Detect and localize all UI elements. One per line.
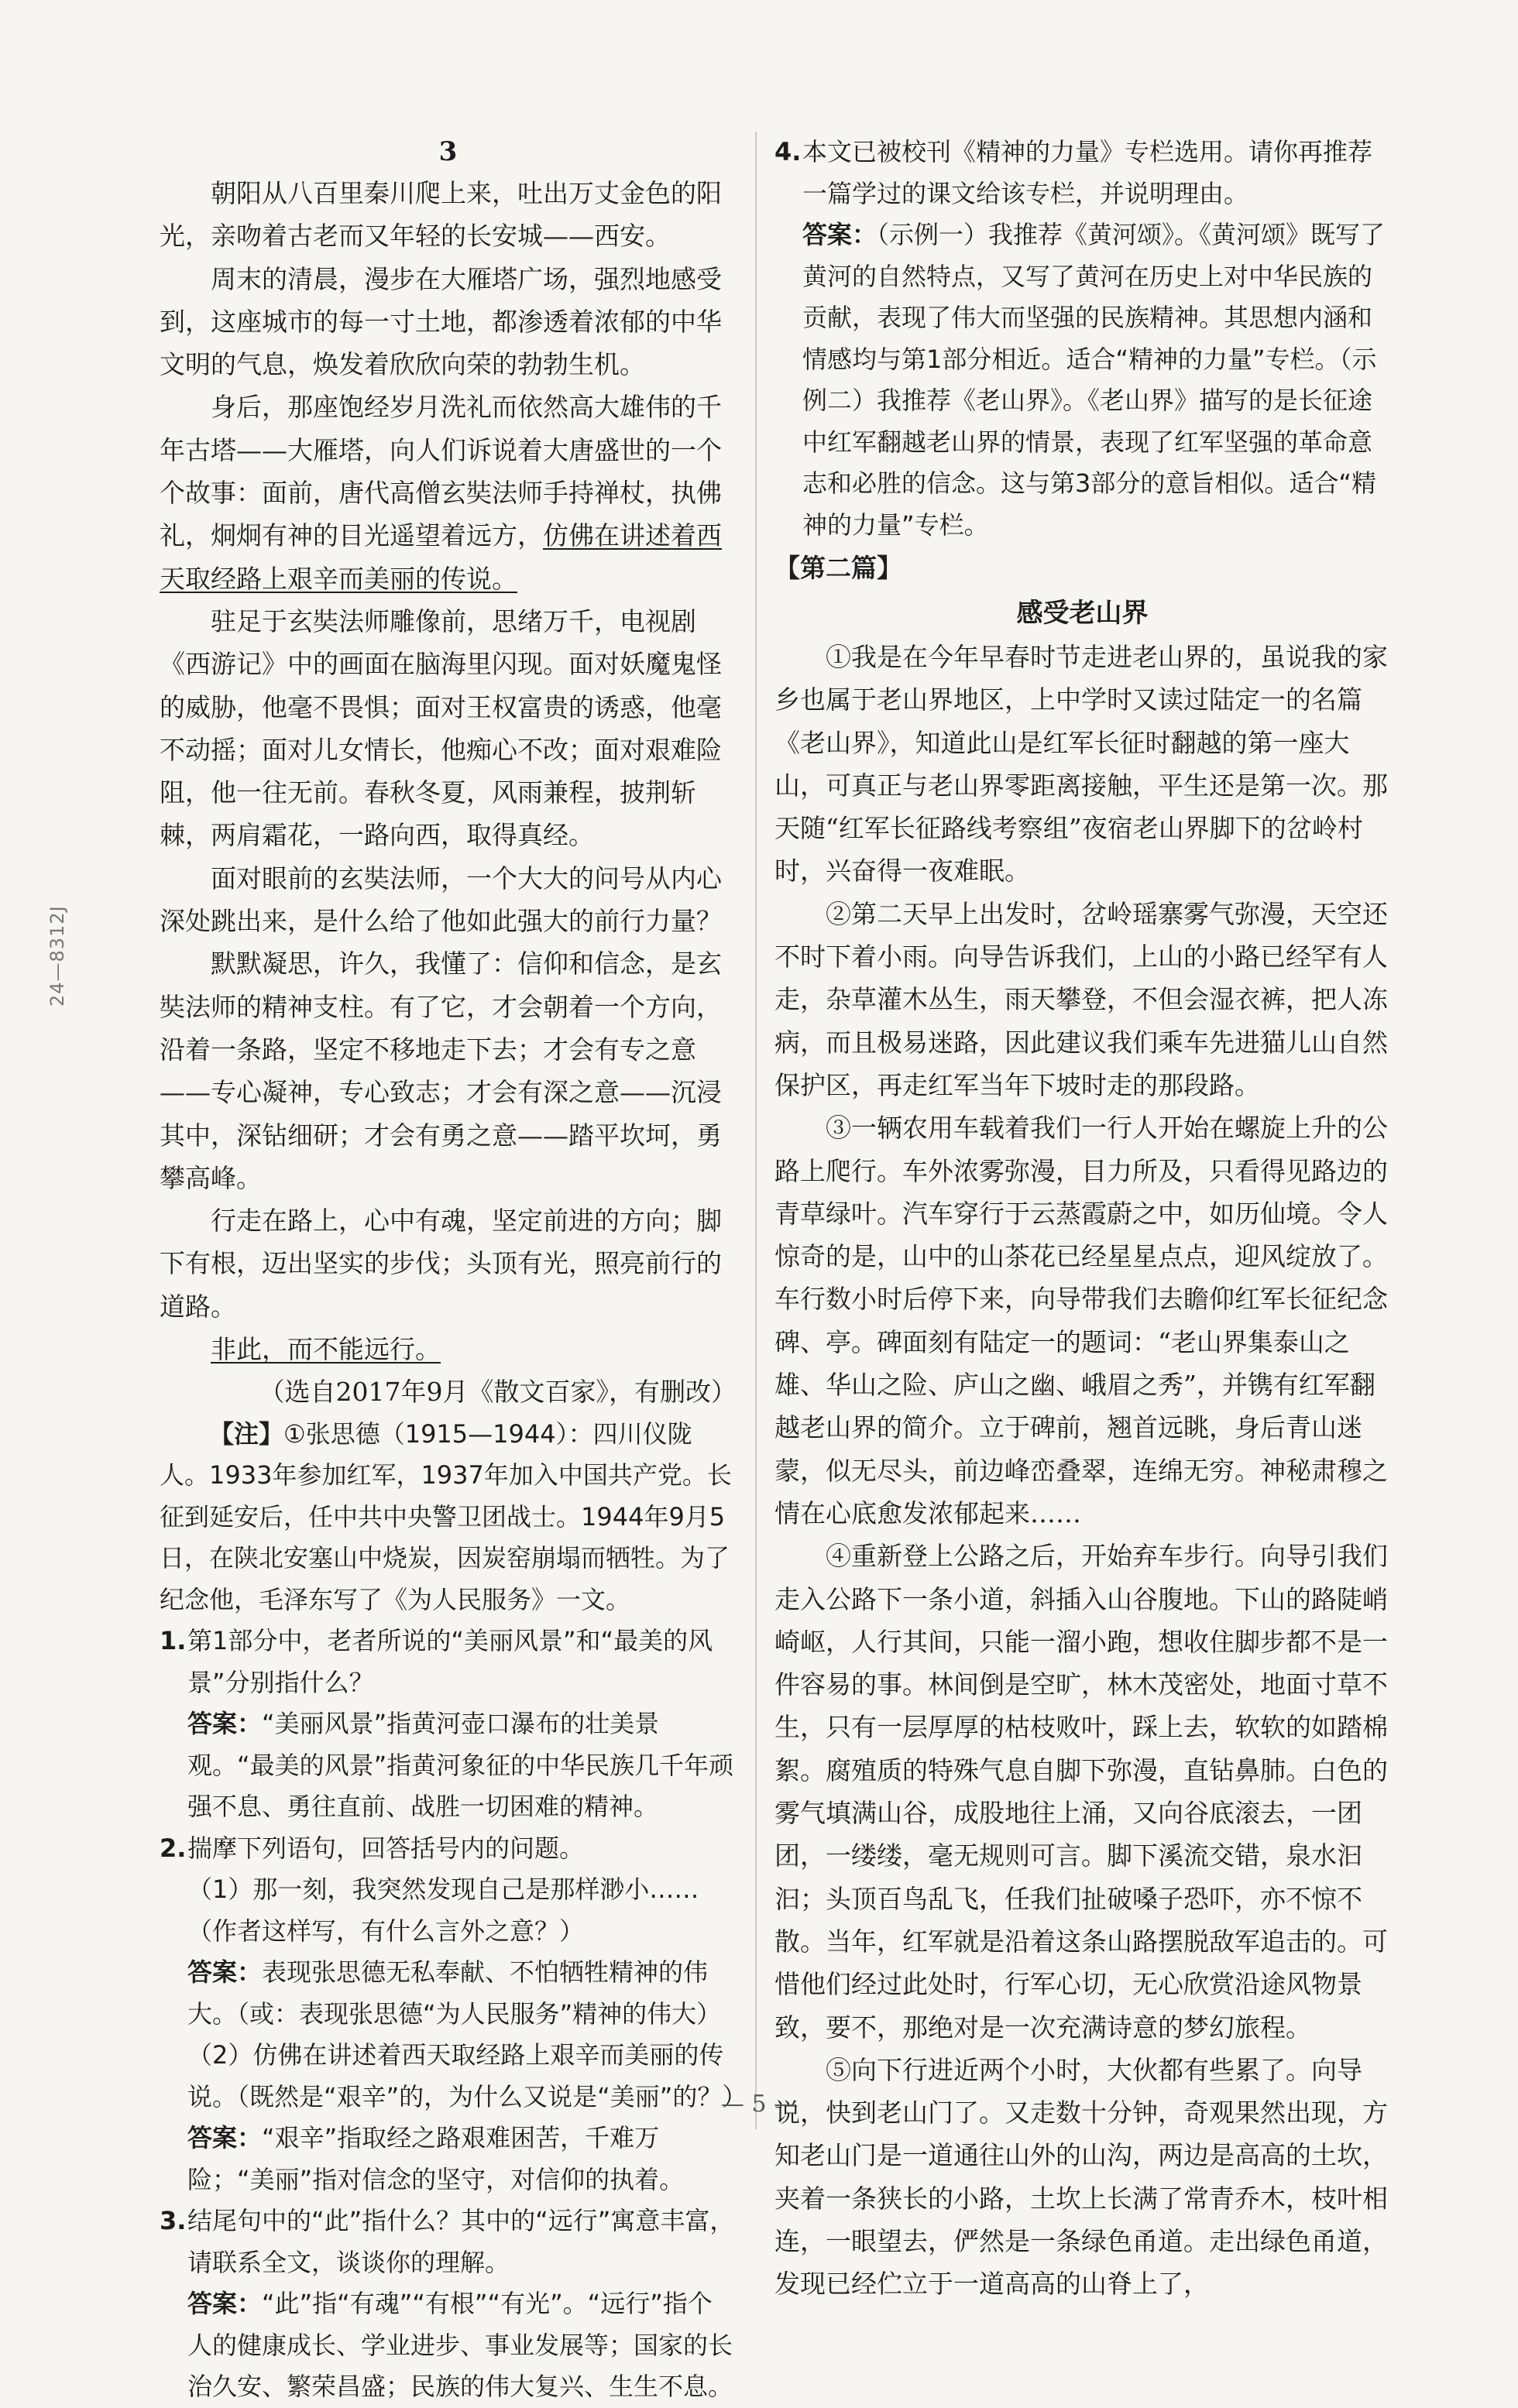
paragraph: 行走在路上，心中有魂，坚定前进的方向；脚下有根，迈出坚实的步伐；头顶有光，照亮前行的道路。	[160, 1206, 722, 1322]
question-number: 1.	[160, 1626, 187, 1656]
question-3	[160, 2200, 737, 2408]
answer-text: “艰辛”指取经之路艰难困苦，千难万险；“美丽”指对信念的坚守，对信仰的执着。	[187, 2123, 685, 2194]
note-text: ①张思德（1915—1944）：四川仪陇人。1933年参加红军，1937年加入中国共产党。长征到延安后，任中共中央警卫团战士。1944年9月5日，在陕北安塞山中烧炭，因炭窑崩塌而牺牲。为了纪念他，毛泽东写了《为人民服务》一文。	[160, 1418, 732, 1614]
answer-text: 表现张思德无私奉献、不怕牺牲精神的伟大。（或：表现张思德“为人民服务”精神的伟大）	[187, 1957, 722, 2029]
paragraph-text: 身后，那座饱经岁月洗礼而依然高大雄伟的千年古塔——大雁塔，向人们诉说着大唐盛世的一个个故事：面前，唐代高僧玄奘法师手持禅杖，执佛礼，炯炯有神的目光遥望着远方，	[160, 392, 722, 551]
answer-label: 答案：	[187, 1957, 263, 1988]
answer	[187, 1952, 737, 2035]
answer-label: 答案：	[187, 2289, 263, 2319]
question-text: 第1部分中，老者所说的“美丽风景”和“最美的风景”分别指什么？	[187, 1626, 713, 1697]
question-2	[160, 1828, 747, 2201]
note-label: 【注】	[209, 1418, 284, 1449]
source-citation: （选自2017年9月《散文百家》，有删改）	[259, 1377, 737, 1408]
answer-text: “美丽风景”指黄河壶口瀑布的壮美景观。“最美的风景”指黄河象征的中华民族几千年顽强不息、勇往直前、战胜一切困难的精神。	[187, 1709, 734, 1822]
paragraph: ②第二天早上出发时，岔岭瑶寨雾气弥漫，天空还不时下着小雨。向导告诉我们，上山的小路已经罕有人走，杂草灌木丛生，雨天攀登，不但会湿衣裤，把人冻病，而且极易迷路，因此建议我们乘车先进猫儿山自然保护区，再走红军当年下坡时走的那段路。	[774, 898, 1388, 1100]
note	[160, 1414, 737, 1621]
left-column	[160, 132, 747, 2408]
sub-question: （2）仿佛在讲述着西天取经路上艰辛而美丽的传说。（既然是“艰辛”的，为什么又说是“美丽”的？）	[187, 2040, 747, 2111]
answer	[187, 1703, 737, 1828]
answer-label: 答案：	[187, 1709, 263, 1739]
question-1	[160, 1621, 737, 1828]
question-4	[774, 132, 1390, 546]
paragraph: ①我是在今年早春时节走进老山界的，虽说我的家乡也属于老山界地区，上中学时又读过陆定一的名篇《老山界》，知道此山是红军长征时翻越的第一座大山，可真正与老山界零距离接触，平生还是第一次。那天随“红军长征路线考察组”夜宿老山界脚下的岔岭村时，兴奋得一夜难眠。	[774, 642, 1388, 887]
answer	[187, 2118, 737, 2200]
paragraph: 默默凝思，许久，我懂了：信仰和信念，是玄奘法师的精神支柱。有了它，才会朝着一个方向，沿着一条路，坚定不移地走下去；才会有专之意——专心凝神，专心致志；才会有深之意——沉浸其中，深钻细研；才会有勇之意——踏平坎坷，勇攀高峰。	[160, 948, 722, 1193]
paragraph: 周末的清晨，漫步在大雁塔广场，强烈地感受到，这座城市的每一寸土地，都渗透着浓郁的中华文明的气息，焕发着欣欣向荣的勃勃生机。	[160, 263, 722, 380]
answer-text: （示例一）我推荐《黄河颂》。《黄河颂》既写了黄河的自然特点，又写了黄河在历史上对中华民族的贡献，表现了伟大而坚强的民族精神。其思想内涵和情感均与第1部分相近。适合“精神的力量”专栏。（示例二）我推荐《老山界》。《老山界》描写的是长征途中红军翻越老山界的情景，表现了红军坚强的革命意志和必胜的信念。这与第3部分的意旨相似。适合“精神的力量”专栏。	[802, 220, 1386, 540]
question-number: 4.	[774, 137, 802, 166]
answer-label: 答案：	[802, 220, 877, 249]
section-label: 【第二篇】	[774, 553, 902, 583]
question-number: 2.	[160, 1833, 187, 1863]
question-number: 3.	[160, 2206, 187, 2236]
column-divider	[755, 132, 757, 2129]
answer-label: 答案：	[187, 2123, 263, 2153]
paragraph: ④重新登上公路之后，开始弃车步行。向导引我们走入公路下一条小道，斜插入山谷腹地。下山的路陡峭崎岖，人行其间，只能一溜小跑，想收住脚步都不是一件容易的事。林间倒是空旷，林木茂密处，地面寸草不生，只有一层厚厚的枯枝败叶，踩上去，软软的如踏棉絮。腐殖质的特殊气息自脚下弥漫，直钻鼻肺。白色的雾气填满山谷，成股地往上涌，又向谷底滚去，一团团，一缕缕，毫无规则可言。脚下溪流交错，泉水汩汩；头顶百鸟乱飞，任我们扯破嗓子恐吓，亦不惊不散。当年，红军就是沿着这条山路摆脱敌军追击的。可惜他们经过此处时，行军心切，无心欣赏沿途风物景致，要不，那绝对是一次充满诗意的梦幻旅程。	[774, 1541, 1388, 2043]
answer-text: “此”指“有魂”“有根”“有光”。“远行”指个人的健康成长、学业进步、事业发展等；国家的长治久安、繁荣昌盛；民族的伟大复兴、生生不息。	[187, 2289, 733, 2402]
paragraph	[160, 386, 737, 599]
paragraph: 面对眼前的玄奘法师，一个大大的问号从内心深处跳出来，是什么给了他如此强大的前行力量？	[160, 863, 722, 937]
paragraph: ⑤向下行进近两个小时，大伙都有些累了。向导说，快到老山门了。又走数十分钟，奇观果然出现，方知老山门是一道通往山外的山沟，两边是高高的土坎，夹着一条狭长的小路，土坎上长满了常青乔木，枝叶相连，一眼望去，俨然是一条绿色甬道。走出绿色甬道，发现已经伫立于一道高高的山脊上了，	[774, 2054, 1388, 2300]
paragraph	[160, 1328, 737, 1370]
underlined-sentence: 非此，而不能远行。	[211, 1334, 441, 1365]
question-text: 本文已被校刊《精神的力量》专栏选用。请你再推荐一篇学过的课文给该专栏，并说明理由。	[802, 137, 1373, 208]
question-text: 结尾句中的“此”指什么？其中的“远行”寓意丰富，请联系全文，谈谈你的理解。	[187, 2206, 735, 2277]
article-title: 感受老山界	[1016, 598, 1149, 629]
answer	[187, 2283, 737, 2408]
section-number: 3	[438, 136, 458, 167]
question-text: 揣摩下列语句，回答括号内的问题。	[187, 1833, 585, 1863]
answer	[802, 214, 1390, 546]
side-code: 24—8312J	[46, 905, 68, 1007]
paragraph: 驻足于玄奘法师雕像前，思绪万千，电视剧《西游记》中的画面在脑海里闪现。面对妖魔鬼怪的威胁，他毫不畏惧；面对王权富贵的诱惑，他毫不动摇；面对儿女情长，他痴心不改；面对艰难险阻，他一往无前。春秋冬夏，风雨兼程，披荆斩棘，两肩霜花，一路向西，取得真经。	[160, 605, 722, 851]
sub-question: （1）那一刻，我突然发现自己是那样渺小……（作者这样写，有什么言外之意？）	[187, 1875, 699, 1946]
paragraph: 朝阳从八百里秦川爬上来，吐出万丈金色的阳光，亲吻着古老而又年轻的长安城——西安。	[160, 178, 722, 252]
page-number: — 5 —	[720, 2091, 798, 2118]
right-column	[774, 132, 1390, 2306]
paragraph: ③一辆农用车载着我们一行人开始在螺旋上升的公路上爬行。车外浓雾弥漫，目力所及，只看得见路边的青草绿叶。汽车穿行于云蒸霞蔚之中，如历仙境。令人惊奇的是，山中的山茶花已经星星点点，迎风绽放了。车行数小时后停下来，向导带我们去瞻仰红军长征纪念碑、亭。碑面刻有陆定一的题词：“老山界集泰山之雄、华山之险、庐山之幽、峨眉之秀”，并镌有红军翻越老山界的简介。立于碑前，翘首远眺，身后青山迷蒙，似无尽头，前边峰峦叠翠，连绵无穷。神秘肃穆之情在心底愈发浓郁起来……	[774, 1113, 1388, 1528]
underlined-sentence: 仿佛在讲述着西天取经路上艰辛而美丽的传说。	[160, 520, 722, 594]
